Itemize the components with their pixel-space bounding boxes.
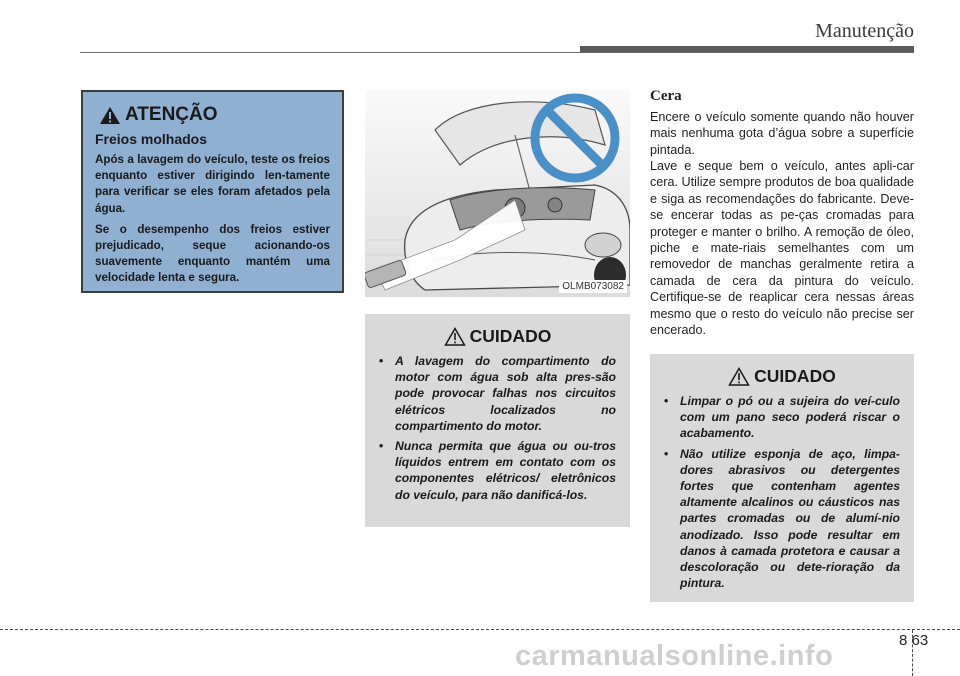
caution-list [664,393,900,591]
cera-heading: Cera [650,88,682,104]
caution-triangle-icon [728,367,750,386]
caution-title: CUIDADO [469,326,552,346]
bullet: • [664,394,669,408]
caution-title: CUIDADO [754,366,836,386]
warning-paragraph: Após a lavagem do veículo, teste os freios enquanto estiver dirigindo len-tamente para verificar se eles foram afetados pela água. [95,153,330,215]
warning-paragraph: Se o desempenho dos freios estiver prejudicado, seque acionando-os suavemente enquanto mantém uma velocidade lenta e segura. [95,222,330,285]
caution-triangle-icon [444,327,466,346]
warning-subtitle: Freios molhados [95,131,208,147]
watermark: carmanualsonline.info [515,640,834,672]
list-item [379,353,616,434]
cera-paragraph: Lave e seque bem o veículo, antes apli-car cera. Utilize sempre produtos de boa qualidade e siga as recomendações do fabricante. Deve-se encerar todas as pe-ças cromadas para proteger e manter o brilho. A remoção de óleo, piche e mate-riais semelhantes com um removedor de manchas geralmente retira a camada de cera da pintura do veículo. Certifique-se de reaplicar cera nessas áreas mesmo que o resto do veículo não precise ser encerado. [650,159,914,338]
list-item-text: Nunca permita que água ou ou-tros líquidos entrem em contato com os componentes elétricos/ eletrônicos do veículo, para não danificá-los. [395,439,616,502]
bullet: • [379,439,384,454]
warning-title: ATENÇÃO [125,104,218,125]
cera-paragraph: Encere o veículo somente quando não houver mais nenhuma gota d’água sobre a superfície pintada. [650,110,914,157]
warning-header [99,104,330,126]
warning-box [81,90,344,293]
list-item-text: Limpar o pó ou a sujeira do veí-culo com um pano seco poderá riscar o acabamento. [680,394,900,441]
list-item [664,393,900,442]
header-rule [80,52,914,53]
caution-header [379,326,616,347]
section-title: Manutenção [815,20,914,42]
car-engine-prohibited-image [365,90,630,297]
engine-wash-illustration [365,90,630,297]
caution-box-engine [365,314,630,527]
list-item [664,446,900,592]
list-item-text: A lavagem do compartimento do motor com água sob alta pres-são pode provocar falhas nos circuitos elétricos localizados no compartimento do motor. [395,354,616,433]
list-item [379,438,616,503]
bullet: • [664,446,669,461]
bullet: • [379,354,384,368]
figure-caption: OLMB073082 [559,280,627,293]
footer-divider [0,629,960,630]
warning-triangle-icon [99,106,121,125]
list-item-text: Não utilize esponja de aço, limpa-dores abrasivos ou detergentes fortes que contenham agentes altamente alcalinos ou cáusticos nas partes cromadas ou de alumí-nio anodizado. Isso pode resultar em danos à camada protetora e causar a descoloração ou dete-rioração da pintura. [680,446,900,591]
page-number: 8 63 [899,632,929,649]
caution-list [379,353,616,503]
caution-box-wax [650,354,914,602]
caution-header [664,366,900,387]
